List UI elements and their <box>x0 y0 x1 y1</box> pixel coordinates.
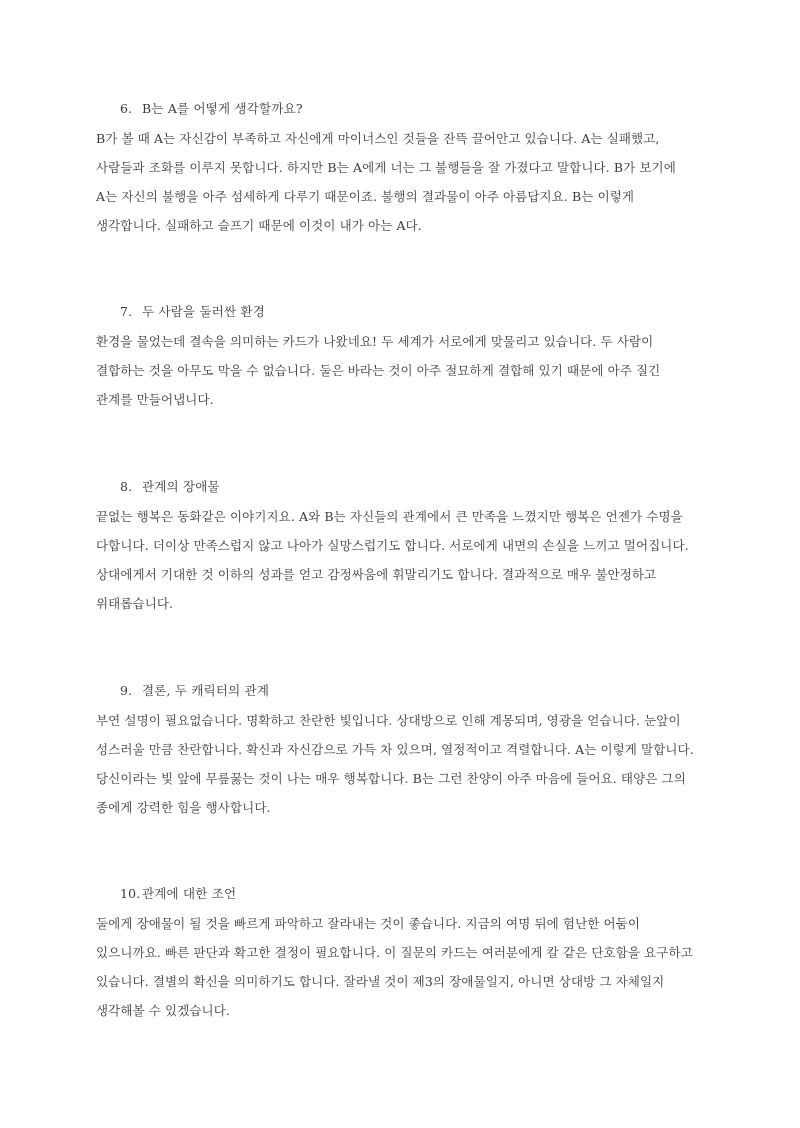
body-line: 끝없는 행복은 동화같은 이야기지요. A와 B는 자신들의 관계에서 큰 만족을 느꼈지만 행복은 언젠가 수명을 <box>96 509 683 524</box>
body-line: 생각해볼 수 있겠습니다. <box>96 1003 230 1018</box>
section-10 <box>96 884 746 1030</box>
section-number: 9. <box>120 683 133 698</box>
body-line: 성스러울 만큼 찬란합니다. 확신과 자신감으로 가득 차 있으며, 열정적이고 격렬합니다. A는 이렇게 말합니다. <box>96 742 694 757</box>
section-title: 결론, 두 캐릭터의 관계 <box>142 683 270 698</box>
body-line: 사람들과 조화를 이루지 못합니다. 하지만 B는 A에게 너는 그 불행들을 잘 가졌다고 말합니다. B가 보기에 <box>96 160 676 175</box>
body-line: 둘에게 장애물이 될 것을 빠르게 파악하고 잘라내는 것이 좋습니다. 지금의 여명 뒤에 험난한 어둠이 <box>96 916 641 931</box>
section-number: 8. <box>120 479 133 494</box>
body-line: 생각합니다. 실패하고 슬프기 때문에 이것이 내가 아는 A다. <box>96 218 422 233</box>
section-heading <box>96 477 746 497</box>
body-line: 종에게 강력한 힘을 행사합니다. <box>96 800 271 815</box>
section-number: 10. <box>120 886 141 901</box>
body-line: 당신이라는 빛 앞에 무릎꿇는 것이 나는 매우 행복합니다. B는 그런 찬양이 아주 마음에 들어요. 태양은 그의 <box>96 771 686 786</box>
section-title: B는 A를 어떻게 생각할까요? <box>142 101 303 116</box>
body-line: 환경을 물었는데 결속을 의미하는 카드가 나왔네요! 두 세계가 서로에게 맞물리고 있습니다. 두 사람이 <box>96 334 654 349</box>
body-line: 관계를 만들어냅니다. <box>96 392 214 407</box>
body-line: 있습니다. 결별의 확신을 의미하기도 합니다. 잘라낼 것이 제3의 장애물일지, 아니면 상대방 그 자체일지 <box>96 974 665 989</box>
section-heading <box>96 884 746 904</box>
body-line: 있으니까요. 빠른 판단과 확고한 결정이 필요합니다. 이 질문의 카드는 여러분에게 칼 같은 단호함을 요구하고 <box>96 945 693 960</box>
section-heading <box>96 99 746 119</box>
section-number: 7. <box>120 304 133 319</box>
section-7 <box>96 302 746 419</box>
section-number: 6. <box>120 101 133 116</box>
body-line: 위태롭습니다. <box>96 596 174 611</box>
section-heading <box>96 302 746 322</box>
section-title: 관계에 대한 조언 <box>142 886 237 901</box>
section-heading <box>96 681 746 701</box>
body-line: 상대에게서 기대한 것 이하의 성과를 얻고 감정싸움에 휘말리기도 합니다. 결과적으로 매우 불안정하고 <box>96 567 657 582</box>
body-line: A는 자신의 불행을 아주 섬세하게 다루기 때문이죠. 불행의 결과물이 아주 아름답지요. B는 이렇게 <box>96 189 635 204</box>
section-title: 관계의 장애물 <box>142 479 220 494</box>
body-line: 결합하는 것을 아무도 막을 수 없습니다. 둘은 바라는 것이 아주 절묘하게 결합해 있기 때문에 아주 질긴 <box>96 363 661 378</box>
body-line: 부연 설명이 필요없습니다. 명확하고 찬란한 빛입니다. 상대방으로 인해 계몽되며, 영광을 얻습니다. 눈앞이 <box>96 713 681 728</box>
body-line: B가 볼 때 A는 자신감이 부족하고 자신에게 마이너스인 것들을 잔뜩 끌어안고 있습니다. A는 실패했고, <box>96 131 660 146</box>
section-6 <box>96 99 746 245</box>
section-8 <box>96 477 746 623</box>
section-9 <box>96 681 746 827</box>
section-title: 두 사람을 둘러싼 환경 <box>142 304 265 319</box>
body-line: 다합니다. 더이상 만족스럽지 않고 나아가 실망스럽기도 합니다. 서로에게 내면의 손실을 느끼고 멀어집니다. <box>96 538 689 553</box>
